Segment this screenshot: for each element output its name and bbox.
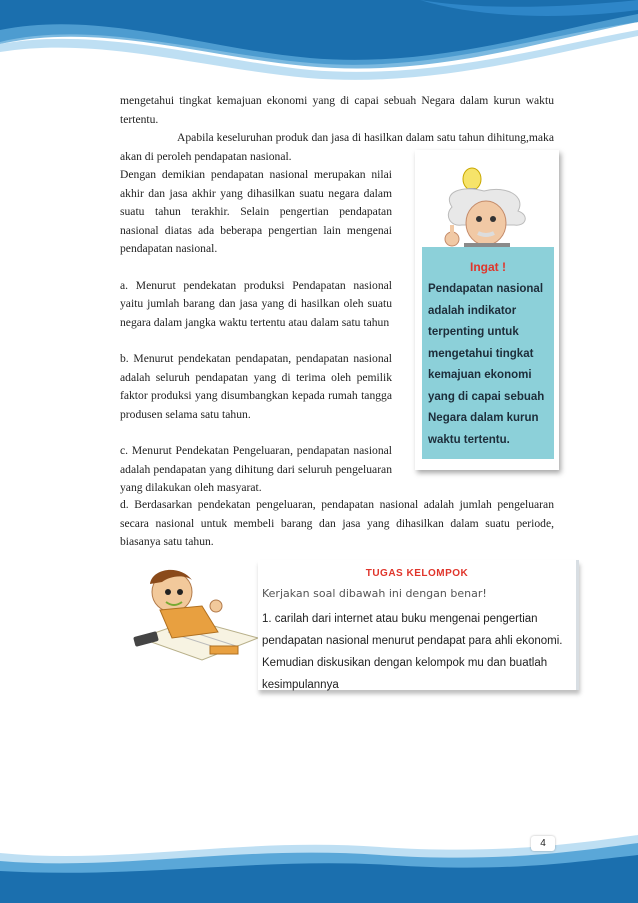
footer-wave-decoration	[0, 813, 638, 903]
definition-a: a. Menurut pendekatan produksi Pendapatan nasional yaitu jumlah barang dan jasa yang di hasilkan oleh suatu negara dalam jangka waktu tertentu atau dalam satu tahun	[120, 278, 392, 329]
professor-idea-icon	[422, 157, 552, 257]
tugas-question: 1. carilah dari internet atau buku mengenai pengertian pendapatan nasional menurut pendapat para ahli ekonomi. Kemudian diskusikan dengan kelompok mu dan buatlah kesimpulannya	[262, 613, 563, 691]
ingat-title: Ingat !	[470, 260, 506, 274]
paragraph-2b: Dengan demikian pendapatan nasional merupakan nilai akhir dan jasa akhir yang dihasilkan suatu negara dalam suatu tahun terakhir. Selain pengertian pendapatan nasional diatas ada beberapa pengertian lain mengenai pendapatan nasional.	[120, 168, 392, 255]
definition-d: d. Berdasarkan pendekatan pengeluaran, pendapatan nasional adalah jumlah pengeluaran secara nasional untuk membeli barang dan jasa yang dihasilkan dalam suatu periode, biasanya satu tahun.	[120, 498, 554, 548]
definition-d-block	[120, 496, 554, 552]
page-number: 4	[531, 836, 555, 851]
definition-c: c. Menurut Pendekatan Pengeluaran, pendapatan nasional adalah pendapatan yang dihitung dari seluruh pengeluaran yang dilakukan oleh masyarat.	[120, 444, 392, 494]
tugas-title: TUGAS KELOMPOK	[365, 568, 469, 579]
left-column-text	[120, 166, 392, 498]
tugas-instruction: Kerjakan soal dibawah ini dengan benar!	[262, 587, 487, 600]
ingat-callout	[415, 150, 559, 470]
tugas-kelompok-box	[258, 560, 579, 690]
paragraph-2: Apabila keseluruhan produk dan jasa di hasilkan dalam satu tahun dihitung,maka akan di peroleh pendapatan nasional.	[120, 131, 554, 163]
student-illustration	[132, 562, 262, 664]
ingat-text: Pendapatan nasional adalah indikator terpenting untuk mengetahui tingkat kemajuan ekonomi yang di capai sebuah Negara dalam kurun waktu tertentu.	[428, 283, 545, 446]
paragraph-1: mengetahui tingkat kemajuan ekonomi yang di capai sebuah Negara dalam kurun waktu tertentu.	[120, 94, 554, 126]
header-wave-decoration	[0, 0, 638, 90]
definition-b: b. Menurut pendekatan pendapatan, pendapatan nasional adalah seluruh pendapatan yang di terima oleh pemilik faktor produksi yang disumbangkan kepada rumah tangga produsen selama satu tahun.	[120, 352, 392, 421]
ingat-panel	[422, 247, 554, 459]
